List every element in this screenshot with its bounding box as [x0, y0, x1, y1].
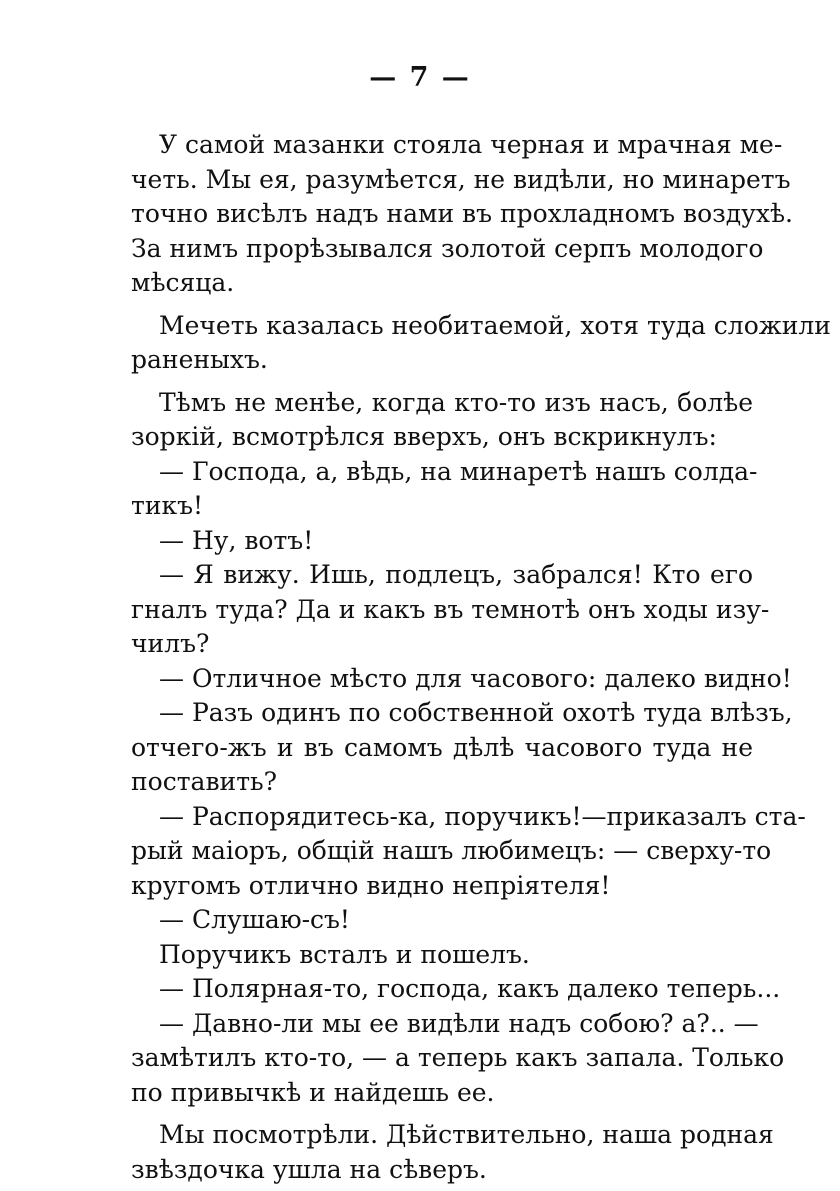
text-line: — Полярная-то, господа, какъ далеко теперь...	[159, 974, 781, 1003]
text-line: — Разъ одинъ по собственной охотѣ туда влѣзъ,	[159, 698, 793, 727]
text-line: гналъ туда? Да и какъ въ темнотѣ онъ ходы изу-	[131, 594, 770, 624]
text-line: — Ну, вотъ!	[159, 525, 314, 555]
paragraph-gap	[131, 1110, 753, 1118]
text-line: кругомъ отлично видно непріятеля!	[131, 870, 611, 900]
text-line: зоркій, всмотрѣлся вверхъ, онъ вскрикнулъ:	[131, 422, 717, 451]
paragraph-gap	[131, 378, 753, 386]
text-line: отчего-жъ и въ самомъ дѣлѣ часового туда не	[131, 732, 753, 762]
text-line: по привычкѣ и найдешь ее.	[131, 1077, 495, 1107]
text-line: За нимъ прорѣзывался золотой серпъ молодого	[131, 233, 764, 263]
text-line: — Слушаю-съ!	[159, 905, 350, 934]
page-number: — 7 —	[369, 62, 471, 93]
text-line: — Я вижу. Ишь, подлецъ, забрался! Кто его	[159, 560, 753, 589]
text-line: тикъ!	[131, 491, 204, 520]
text-line: — Отличное мѣсто для часового: далеко видно!	[159, 663, 792, 693]
text-line: У самой мазанки стояла черная и мрачная ме-	[159, 130, 783, 159]
body-text	[131, 128, 831, 1187]
text-line: раненыхъ.	[131, 345, 268, 374]
text-line: замѣтилъ кто-то, — а теперь какъ запала. Только	[131, 1043, 785, 1072]
text-line: звѣздочка ушла на сѣверъ.	[131, 1154, 487, 1184]
text-line: мѣсяца.	[131, 268, 235, 297]
text-line: рый маіоръ, общій нашъ любимецъ: — сверху-то	[131, 836, 772, 865]
text-line: точно висѣлъ надъ нами въ прохладномъ воздухѣ.	[131, 199, 793, 228]
text-line: поставить?	[131, 767, 278, 796]
paragraph-gap	[131, 301, 753, 309]
text-line: Мечеть казалась необитаемой, хотя туда сложили	[159, 310, 831, 340]
text-line: Мы посмотрѣли. Дѣйствительно, наша родная	[159, 1120, 774, 1149]
text-line: — Давно-ли мы ее видѣли надъ собою? а?.. —	[159, 1008, 759, 1038]
text-line: чилъ?	[131, 629, 210, 658]
text-line: Тѣмъ не менѣе, когда кто-то изъ насъ, болѣе	[159, 387, 753, 417]
text-line: Поручикъ всталъ и пошелъ.	[159, 939, 530, 969]
text-line: — Господа, а, вѣдь, на минаретѣ нашъ солда-	[159, 456, 758, 486]
text-line: четь. Мы ея, разумѣется, не видѣли, но минаретъ	[131, 164, 791, 194]
text-line: — Распорядитесь-ка, поручикъ!—приказалъ ста-	[159, 801, 806, 831]
